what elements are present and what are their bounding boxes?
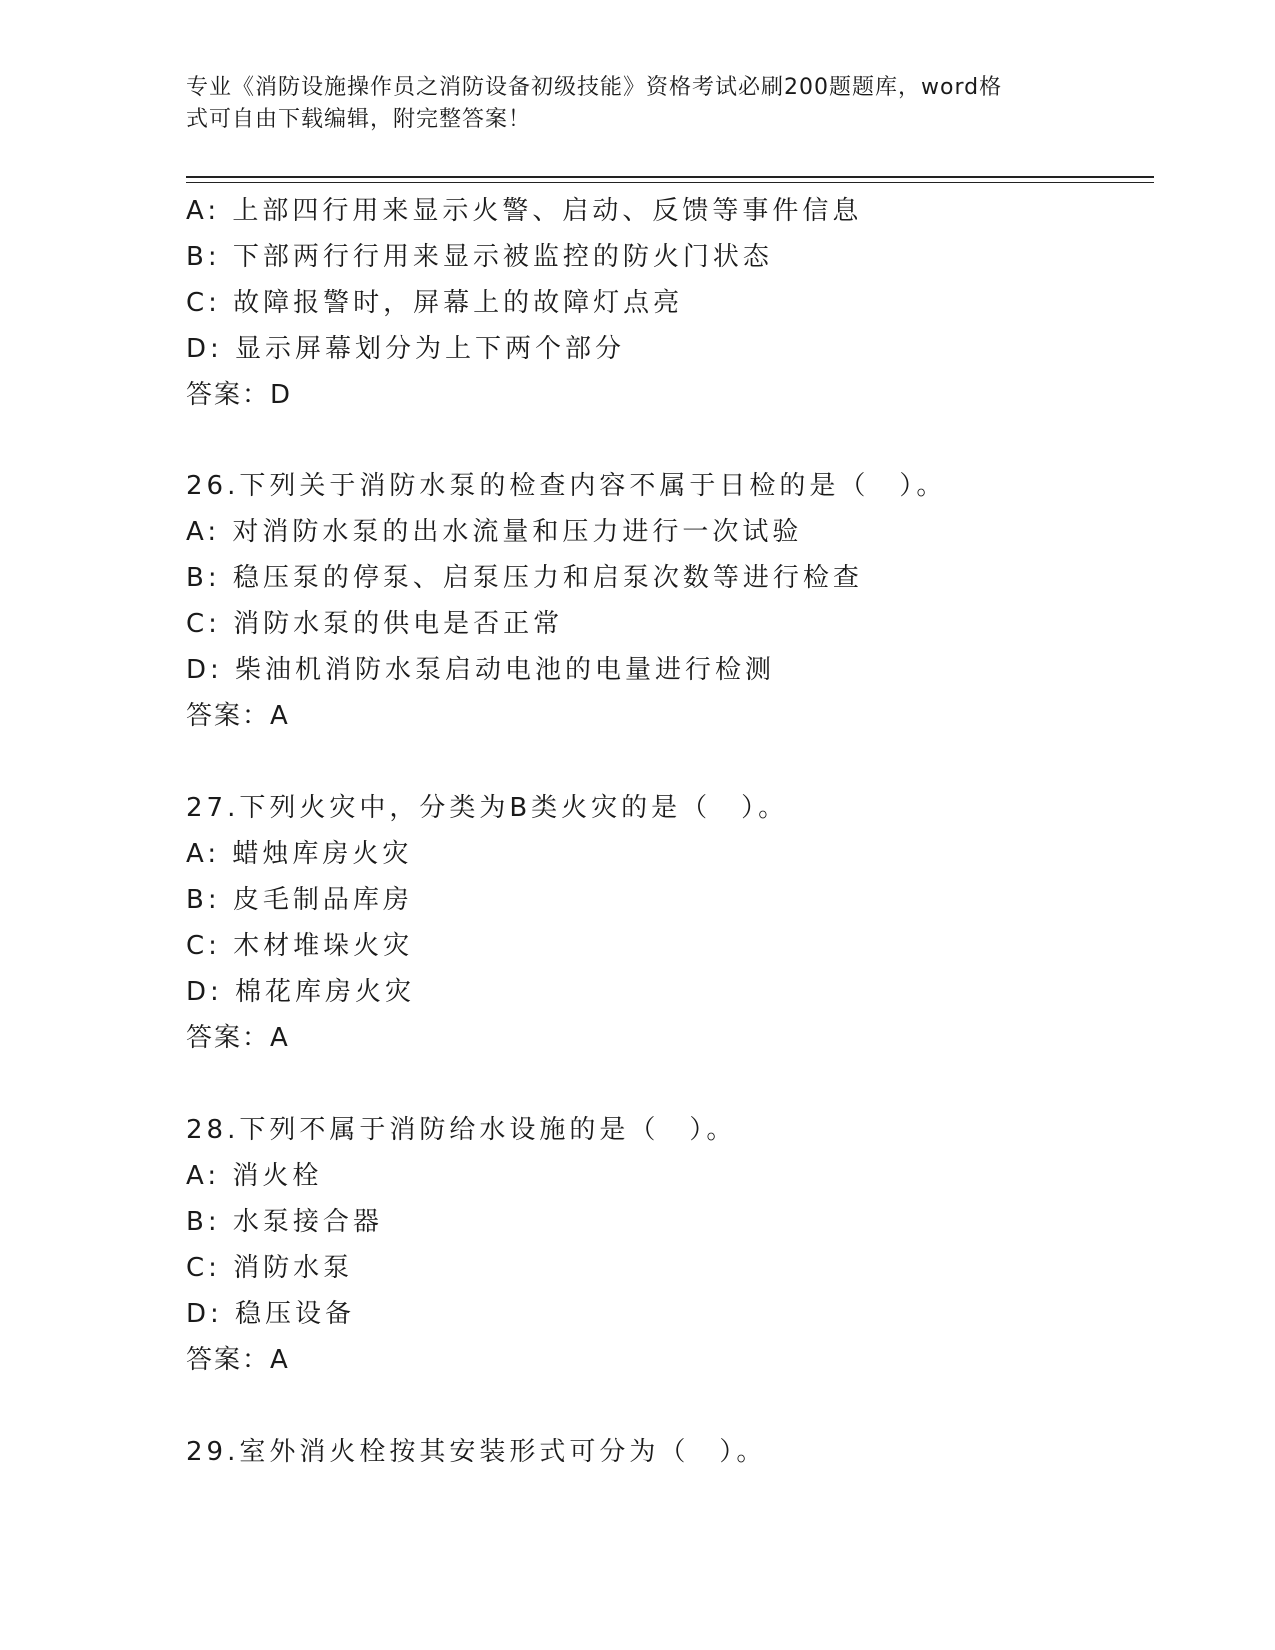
option-c: C: 消防水泵的供电是否正常 bbox=[186, 609, 564, 639]
spacer bbox=[186, 418, 1154, 463]
answer-line: 答案：A bbox=[186, 701, 290, 731]
option-a: A: 对消防水泵的出水流量和压力进行一次试验 bbox=[186, 517, 803, 547]
header-divider-thick bbox=[186, 176, 1154, 178]
document-header bbox=[186, 72, 1066, 136]
question-25 bbox=[186, 188, 1154, 418]
option-b: B: 下部两行行用来显示被监控的防火门状态 bbox=[186, 242, 773, 272]
question-text: 26.下列关于消防水泵的检查内容不属于日检的是（ ）。 bbox=[186, 471, 947, 501]
question-list bbox=[186, 188, 1154, 1475]
answer-line: 答案：A bbox=[186, 1345, 290, 1375]
header-divider-thin bbox=[186, 182, 1154, 183]
answer-line: 答案：A bbox=[186, 1023, 290, 1053]
option-b: B: 皮毛制品库房 bbox=[186, 885, 413, 915]
option-b: B: 稳压泵的停泵、启泵压力和启泵次数等进行检查 bbox=[186, 563, 863, 593]
question-text: 28.下列不属于消防给水设施的是（ ）。 bbox=[186, 1115, 737, 1145]
question-28 bbox=[186, 1107, 1154, 1383]
option-c: C: 故障报警时，屏幕上的故障灯点亮 bbox=[186, 288, 684, 318]
option-a: A: 消火栓 bbox=[186, 1161, 323, 1191]
option-b: B: 水泵接合器 bbox=[186, 1207, 383, 1237]
option-d: D: 显示屏幕划分为上下两个部分 bbox=[186, 334, 626, 364]
header-line-2: 式可自由下载编辑，附完整答案！ bbox=[186, 107, 532, 132]
question-26 bbox=[186, 463, 1154, 739]
option-d: D: 稳压设备 bbox=[186, 1299, 356, 1329]
option-d: D: 棉花库房火灾 bbox=[186, 977, 416, 1007]
spacer bbox=[186, 1383, 1154, 1429]
option-a: A: 上部四行用来显示火警、启动、反馈等事件信息 bbox=[186, 196, 863, 226]
spacer bbox=[186, 1061, 1154, 1107]
question-29 bbox=[186, 1429, 1154, 1475]
option-c: C: 木材堆垛火灾 bbox=[186, 931, 414, 961]
spacer bbox=[186, 739, 1154, 785]
option-a: A: 蜡烛库房火灾 bbox=[186, 839, 413, 869]
question-text: 29.室外消火栓按其安装形式可分为（ ）。 bbox=[186, 1437, 767, 1467]
option-d: D: 柴油机消防水泵启动电池的电量进行检测 bbox=[186, 655, 776, 685]
question-27 bbox=[186, 785, 1154, 1061]
question-text: 27.下列火灾中，分类为B类火灾的是（ ）。 bbox=[186, 793, 789, 823]
header-line-1: 专业《消防设施操作员之消防设备初级技能》资格考试必刷200题题库，word格 bbox=[186, 75, 1003, 100]
answer-line: 答案：D bbox=[186, 380, 293, 410]
option-c: C: 消防水泵 bbox=[186, 1253, 354, 1283]
